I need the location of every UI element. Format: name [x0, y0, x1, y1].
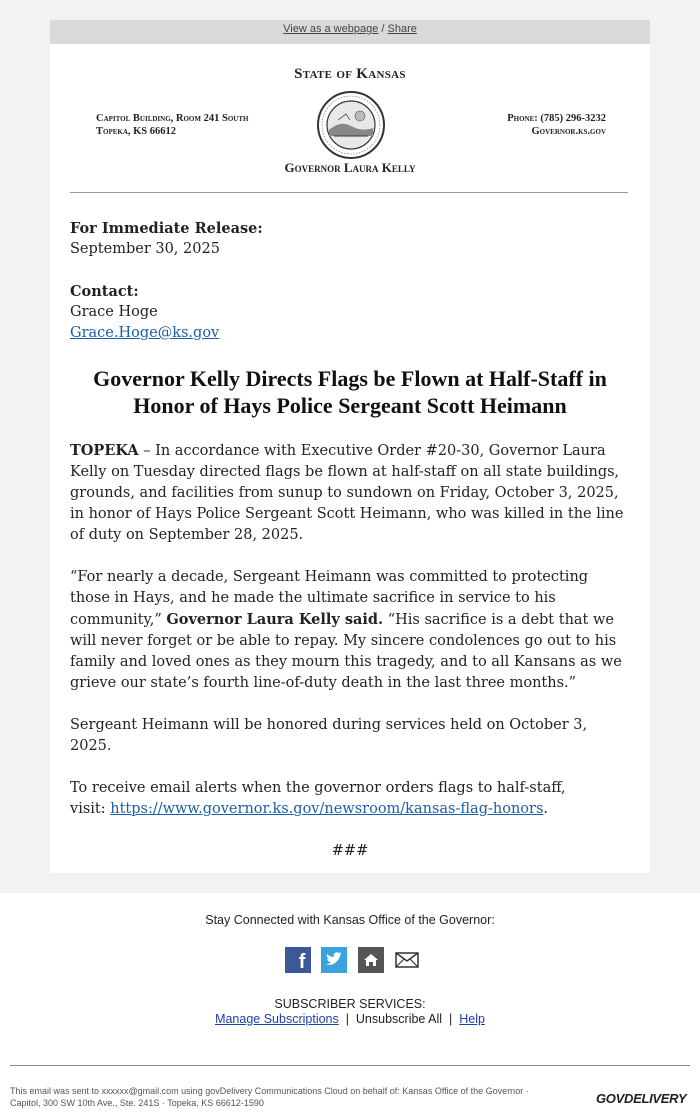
headline: Governor Kelly Directs Flags be Flown at Half-Staff in Honor of Hays Police Sergeant Scott Heimann: [93, 366, 607, 418]
end-marker: ###: [331, 843, 369, 859]
twitter-icon[interactable]: [321, 947, 347, 973]
paragraph-2: [70, 567, 630, 694]
facebook-icon[interactable]: f: [285, 947, 311, 973]
press-release-content: [70, 218, 630, 862]
letterhead-phone: Phone: (785) 296-3232: [507, 113, 606, 124]
contact-email-link[interactable]: Grace.Hoge@ks.gov: [70, 325, 220, 341]
link-separator-2: |: [449, 1012, 453, 1026]
dateline: TOPEKA: [70, 442, 139, 459]
address-line-1: Capitol Building, Room 241 South: [96, 113, 249, 124]
letterhead-governor: Governor Laura Kelly: [284, 160, 416, 175]
view-as-webpage-link[interactable]: View as a webpage: [283, 23, 379, 35]
top-bar-separator: /: [378, 23, 388, 35]
subscriber-links: [0, 1012, 700, 1026]
letterhead-address: [96, 112, 248, 138]
help-link[interactable]: Help: [459, 1012, 485, 1026]
contact-name: Grace Hoge: [70, 304, 158, 320]
top-bar: [50, 20, 650, 45]
paragraph-1-text: – In accordance with Executive Order #20-30, Governor Laura Kelly on Tuesday directed flags be flown at half-staff on all state buildings, grounds, and facilities from sunup to sundown on Friday, October 3, 2025, in honor of Hays Police Sergeant Scott Heimann, who was killed in the line of duty on September 28, 2025.: [70, 443, 624, 543]
email-icon[interactable]: [394, 947, 420, 973]
paragraph-3: Sergeant Heimann will be honored during services held on October 3, 2025.: [70, 717, 588, 754]
subscriber-services-title: SUBSCRIBER SERVICES:: [274, 997, 426, 1011]
quote-attribution: Governor Laura Kelly said.: [166, 611, 384, 628]
quote-part-2: “His sacrifice is a debt that we will never forget or be able to repay. My sincere condolences go out to his family and loved ones as they mourn this tragedy, and to all Kansans as we grieve our state’s fourth line-of-duty death in the last three months.”: [70, 612, 622, 691]
release-date: September 30, 2025: [70, 241, 220, 257]
manage-subscriptions-link[interactable]: Manage Subscriptions: [215, 1012, 339, 1026]
letterhead-contact: [507, 112, 606, 138]
link-period: .: [543, 801, 548, 817]
link-separator-1: |: [345, 1012, 349, 1026]
home-icon[interactable]: [358, 947, 384, 973]
stay-connected-text: Stay Connected with Kansas Office of the Governor:: [205, 913, 495, 927]
visit-label: visit:: [70, 801, 111, 817]
letterhead: [70, 44, 630, 194]
letterhead-website: Governor.ks.gov: [531, 126, 606, 137]
footer-divider: [10, 1065, 690, 1066]
unsubscribe-all-link[interactable]: Unsubscribe All: [355, 1012, 443, 1026]
footer: [0, 893, 700, 1117]
fine-print-line-2: Capitol, 300 SW 10th Ave., Ste. 241S · Topeka, KS 66612-1590: [10, 1098, 264, 1108]
fine-print-line-1: This email was sent to xxxxxx@gmail.com using govDelivery Communications Cloud on behalf of: Kansas Office of the Governor ·: [10, 1086, 529, 1096]
quote-part-1: “For nearly a decade, Sergeant Heimann was committed to protecting those in Hays, and he made the ultimate sacrifice in service to his community,”: [70, 569, 589, 628]
state-seal-icon: [316, 90, 386, 160]
address-line-2: Topeka, KS 66612: [96, 126, 177, 137]
footer-fine-print: [10, 1085, 600, 1109]
release-label: For Immediate Release:: [70, 220, 263, 237]
email-card: [50, 44, 650, 873]
letterhead-divider: [70, 192, 628, 193]
govdelivery-logo: GOVDELIVERY: [596, 1091, 687, 1106]
paragraph-1: [70, 440, 630, 546]
letterhead-title: State of Kansas: [294, 66, 406, 82]
paragraph-4-line-1: To receive email alerts when the governor orders flags to half-staff,: [70, 780, 566, 796]
paragraph-4-line-2: [70, 799, 630, 820]
contact-label: Contact:: [70, 283, 139, 300]
flag-honors-link[interactable]: https://www.governor.ks.gov/newsroom/kansas-flag-honors: [110, 801, 544, 817]
social-icons: [285, 947, 426, 973]
share-link[interactable]: Share: [387, 23, 417, 35]
